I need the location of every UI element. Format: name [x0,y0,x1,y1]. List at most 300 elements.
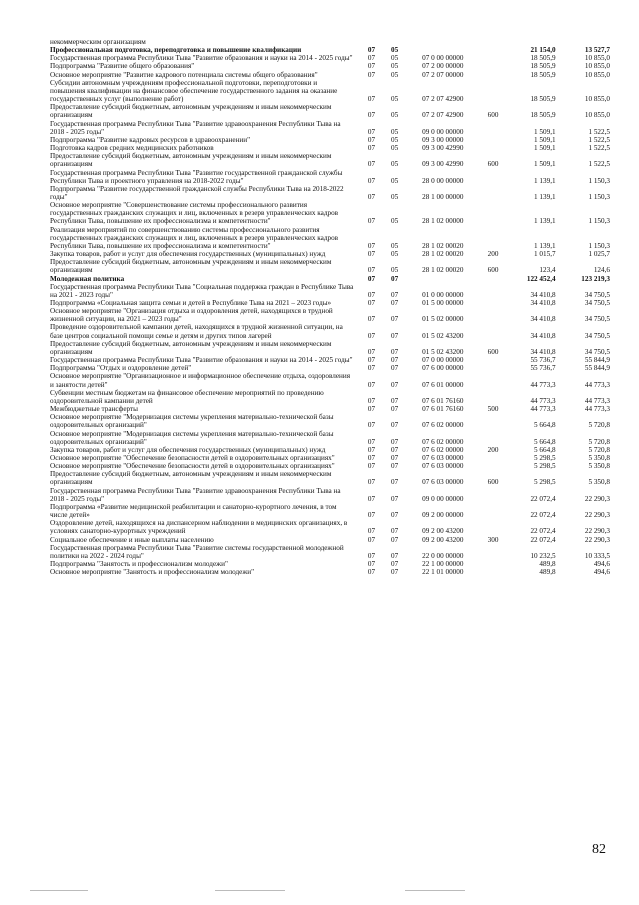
amount-year-2: 44 773,3 [584,405,610,414]
target-article-code: 28 0 00 00000 [422,176,464,185]
amount-year-2: 10 855,0 [584,54,610,63]
target-article-code: 07 2 07 00000 [422,70,464,79]
amount-year-2: 5 720,8 [588,445,610,454]
amount-year-1: 5 298,5 [534,462,556,471]
subsection-code: 07 [391,535,399,544]
target-article-code: 07 6 01 76160 [422,405,464,414]
subsection-code: 07 [391,437,399,446]
expense-type-code [480,487,507,503]
amount-year-1: 22 072,4 [530,535,556,544]
amount-year-1: 22 072,4 [530,494,556,503]
target-article-code: 22 1 01 00000 [422,568,464,577]
table-row [50,323,610,339]
row-name: Межбюджетные трансферты [50,405,138,414]
row-name: Основное мероприятие "Модернизация системы укрепления материально-технической базы оздоровительных организаций" [50,413,334,430]
target-article-code: 01 5 02 43200 [422,347,464,356]
amount-year-2: 1 150,3 [588,241,610,250]
table-row [50,62,610,70]
row-name: Подпрограмма "Отдых и оздоровление детей" [50,364,192,373]
section-code: 07 [367,160,376,169]
subsection-code: 05 [391,46,399,55]
amount-year-1: 18 505,9 [530,111,556,120]
target-article-code: 28 1 02 00020 [422,241,464,250]
subsection-code: 07 [391,364,399,373]
amount-year-2: 10 855,0 [584,111,610,120]
target-article-code: 07 6 02 00000 [422,437,464,446]
subsection-code [383,38,406,46]
section-code: 07 [367,535,376,544]
table-row [50,185,610,201]
subsection-code: 05 [391,266,399,275]
subsection-code: 05 [391,95,399,104]
target-article-code [406,38,480,46]
amount-year-2: 5 720,8 [588,421,610,430]
amount-year-1: 489,8 [539,568,556,577]
expense-type-code [480,503,507,519]
subsection-code: 07 [391,494,399,503]
row-name: Профессиональная подготовка, переподготовка и повышение квалификации [50,46,302,55]
table-row [50,103,610,119]
row-name: Подпрограмма "Развитие кадровых ресурсов в здравоохранении" [50,135,251,144]
amount-year-2: 22 290,3 [584,527,610,536]
footer-rule [30,890,88,891]
expense-type-code [480,201,507,225]
expense-type-code [480,356,507,364]
row-name: Государственная программа Республики Тыва "Развитие системы государственной молодежной политики на 2022 - 2024 годы" [50,543,344,560]
target-article-code: 09 0 00 00000 [422,127,464,136]
section-code: 07 [367,176,376,185]
section-code: 07 [367,453,376,462]
row-name: Предоставление субсидий бюджетным, автономным учреждениям и иным некоммерческим организациям [50,103,332,120]
amount-year-2: 5 350,8 [588,478,610,487]
target-article-code: 09 2 00 43200 [422,527,464,536]
expense-type-code [480,283,507,299]
section-code: 07 [367,437,376,446]
target-article-code: 07 2 07 42900 [422,111,464,120]
subsection-code: 07 [391,299,399,307]
amount-year-2: 22 290,3 [584,535,610,544]
row-name: Проведение оздоровительной кампании детей, находящихся в трудной жизненной ситуации, на базе центров социальной помощи семье и детям и других типов лагерей [50,323,343,340]
target-article-code: 01 5 02 43200 [422,331,464,340]
subsection-code: 07 [391,478,399,487]
section-code: 07 [367,511,376,520]
amount-year-1: 5 664,8 [534,445,556,454]
row-name: Основное мероприятие "Модернизация системы укрепления материально-технической базы оздоровительных организаций" [50,429,334,446]
amount-year-1: 55 736,7 [530,364,556,373]
footer-rule [405,890,465,891]
amount-year-2: 34 750,5 [584,290,610,299]
amount-year-1: 18 505,9 [530,54,556,63]
amount-year-2: 1 150,3 [588,192,610,201]
amount-year-2: 5 350,8 [588,453,610,462]
amount-year-2: 1 025,7 [588,250,610,259]
subsection-code: 05 [391,144,399,153]
expense-type-code [480,120,507,136]
subsection-code: 07 [391,568,399,577]
amount-year-2: 44 773,3 [584,380,610,389]
amount-year-1: 5 298,5 [534,453,556,462]
subsection-code: 05 [391,176,399,185]
table-row [50,46,610,54]
section-code: 07 [367,54,376,63]
table-row [50,71,610,79]
amount-year-1: 489,8 [539,560,556,568]
row-name: Закупка товаров, работ и услуг для обеспечения государственных (муниципальных) нужд [50,445,326,454]
section-code: 07 [367,396,376,405]
amount-year-1: 34 410,8 [530,331,556,340]
amount-year-1: 18 505,9 [530,62,556,71]
subsection-code: 05 [391,62,399,71]
amount-year-2: 34 750,5 [584,347,610,356]
target-article-code: 28 1 02 00020 [422,266,464,275]
section-code: 07 [367,560,376,568]
amount-year-1: 44 773,3 [530,405,556,414]
section-code: 07 [367,111,376,120]
target-article-code: 01 5 02 00000 [422,315,464,324]
amount-year-1: 122 452,4 [526,274,556,283]
table-row [50,144,610,152]
row-name: Субвенции местным бюджетам на финансовое обеспечение мероприятий по проведению оздоровительной кампании детей [50,388,324,405]
row-name: Подпрограмма "Развитие общего образования" [50,62,195,71]
expense-type-code [480,372,507,388]
row-name: Основное мероприятие "Совершенствование системы профессионального развития государственных гражданских служащих и лиц, включенных в резерв управленческих кадров Республики Тыва, повышение их профессионализма и компетентности" [50,201,339,226]
amount-year-2: 10 855,0 [584,95,610,104]
row-name: Основное мероприятие "Обеспечение безопасности детей в оздоровительных организациях" [50,453,335,462]
amount-year-1: 34 410,8 [530,315,556,324]
amount-year-1: 1 139,1 [534,241,556,250]
amount-year-1: 44 773,3 [530,380,556,389]
subsection-code: 07 [391,315,399,324]
table-row [50,136,610,144]
row-name: Государственная программа Республики Тыва "Развитие государственной гражданской службы Республики Тыва и проектного управления на 2018-2022 годы" [50,168,343,185]
expense-type-code [480,462,507,470]
amount-year-1: 5 664,8 [534,421,556,430]
amount-year-2: 34 750,5 [584,331,610,340]
amount-year-2: 494,6 [593,560,610,568]
amount-year-1: 22 072,4 [530,527,556,536]
row-name: Предоставление субсидий бюджетным, автономным учреждениям и иным некоммерческим организациям [50,152,332,169]
table-row [50,275,610,283]
amount-year-1: 5 664,8 [534,437,556,446]
table-row [50,169,610,185]
amount-year-1: 1 139,1 [534,217,556,226]
amount-year-2: 1 522,5 [588,135,610,144]
amount-year-1: 18 505,9 [530,95,556,104]
subsection-code: 07 [391,396,399,405]
expense-type-code [480,79,507,103]
amount-year-1: 1 139,1 [534,192,556,201]
section-code: 07 [367,445,376,454]
section-code: 07 [367,95,376,104]
table-row [50,405,610,413]
budget-table-body [50,38,610,576]
subsection-code: 05 [391,192,399,201]
section-code: 07 [367,331,376,340]
subsection-code: 05 [391,111,399,120]
expense-type-code [480,454,507,462]
table-row [50,413,610,429]
section-code: 07 [367,144,376,153]
target-article-code: 07 0 00 00000 [422,356,464,365]
subsection-code: 07 [391,347,399,356]
row-name: Государственная программа Республики Тыва "Развитие здравоохранения Республики Тыва на 2018 - 2025 годы" [50,486,341,503]
amount-year-1: 34 410,8 [530,299,556,307]
amount-year-2: 22 290,3 [584,511,610,520]
table-row [50,560,610,568]
amount-year-2: 123 219,3 [581,274,610,283]
row-name: Основное мероприятие "Обеспечение безопасности детей в оздоровительных организациях" [50,462,335,471]
subsection-code: 07 [391,560,399,568]
row-name: Государственная программа Республики Тыва "Развитие образования и науки на 2014 - 2025 годы" [50,54,353,63]
table-row [50,307,610,323]
amount-year-1: 44 773,3 [530,396,556,405]
amount-year-1: 1 509,1 [534,127,556,136]
target-article-code: 07 6 03 00000 [422,462,464,471]
target-article-code [406,275,480,283]
subsection-code: 07 [391,511,399,520]
amount-year-2: 1 522,5 [588,127,610,136]
subsection-code: 07 [391,462,399,471]
amount-year-1: 34 410,8 [530,347,556,356]
target-article-code: 07 6 01 76160 [422,396,464,405]
subsection-code: 07 [391,290,399,299]
row-name: Оздоровление детей, находящихся на диспансерном наблюдении в медицинских организациях, в условиях санаторно-курортных учреждений [50,519,348,536]
amount-year-2 [556,38,610,46]
expense-type-code [480,568,507,576]
amount-year-2: 494,6 [593,568,610,577]
target-article-code: 28 1 02 00000 [422,217,464,226]
subsection-code: 07 [391,453,399,462]
subsection-code: 05 [391,70,399,79]
section-code: 07 [367,421,376,430]
row-name: Предоставление субсидий бюджетным, автономным учреждениям и иным некоммерческим организациям [50,258,332,275]
table-row [50,356,610,364]
row-name: Реализация мероприятий по совершенствованию системы профессионального развития государственных гражданских служащих и лиц, включенных в резерв управленческих кадров Республики Тыва, повышение их профессионализма и компетентности" [50,225,339,250]
footer-rule [215,890,285,891]
expense-type-code: 600 [487,478,499,487]
expense-type-code [480,364,507,372]
subsection-code: 05 [391,54,399,63]
row-name: Основное мероприятие "Развитие кадрового потенциала системы общего образования" [50,70,318,79]
target-article-code: 09 3 00 42990 [422,144,464,153]
expense-type-code [480,519,507,535]
table-row [50,226,610,250]
amount-year-1: 21 154,0 [530,46,556,55]
section-code: 07 [367,46,376,55]
amount-year-1: 1 509,1 [534,135,556,144]
subsection-code: 05 [391,127,399,136]
expense-type-code [480,185,507,201]
section-code: 07 [367,192,376,201]
page-number: 82 [592,842,606,857]
expense-type-code [480,299,507,307]
amount-year-1: 1 509,1 [534,144,556,153]
expense-type-code [480,38,507,46]
subsection-code: 07 [391,331,399,340]
section-code: 07 [367,266,376,275]
budget-table-document [50,38,610,576]
amount-year-1: 5 298,5 [534,478,556,487]
table-row [50,120,610,136]
row-name: Предоставление субсидий бюджетным, автономным учреждениям и иным некоммерческим организациям [50,339,332,356]
row-name: Государственная программа Республики Тыва "Развитие образования и науки на 2014 - 2025 годы" [50,356,353,365]
section-code: 07 [367,478,376,487]
expense-type-code [480,560,507,568]
table-row [50,364,610,372]
section-code: 07 [367,347,376,356]
subsection-code: 07 [391,527,399,536]
target-article-code: 01 0 00 00000 [422,290,464,299]
subsection-code: 05 [391,250,399,259]
target-article-code: 09 2 00 00000 [422,511,464,520]
table-row [50,454,610,462]
table-row [50,283,610,299]
amount-year-1: 10 232,5 [530,551,556,560]
expense-type-code: 600 [487,160,499,169]
expense-type-code: 200 [487,250,499,259]
table-row [50,487,610,503]
target-article-code: 07 6 02 00000 [422,421,464,430]
table-row [50,568,610,576]
section-code [360,38,384,46]
section-code: 07 [367,70,376,79]
amount-year-2: 10 855,0 [584,62,610,71]
amount-year-2: 13 527,7 [584,46,610,55]
expense-type-code [480,169,507,185]
section-code: 07 [367,217,376,226]
section-code: 07 [367,568,376,577]
section-code: 07 [367,290,376,299]
table-row [50,340,610,356]
amount-year-1: 18 505,9 [530,70,556,79]
table-row [50,462,610,470]
section-code: 07 [367,364,376,373]
subsection-code: 05 [391,241,399,250]
row-name: Субсидии автономным учреждениям профессиональной подготовки, переподготовки и повышения квалификации на финансовое обеспечение государственного задания на оказание государственных услуг (выполнение работ) [50,78,338,104]
expense-type-code [480,430,507,446]
expense-type-code [480,544,507,560]
budget-table [50,38,610,576]
amount-year-2: 1 150,3 [588,176,610,185]
target-article-code: 07 6 02 00000 [422,445,464,454]
section-code: 07 [367,250,376,259]
amount-year-2: 10 855,0 [584,70,610,79]
expense-type-code [480,71,507,79]
amount-year-2: 1 522,5 [588,144,610,153]
amount-year-1 [506,38,555,46]
amount-year-2: 22 290,3 [584,494,610,503]
table-row [50,54,610,62]
table-row [50,389,610,405]
amount-year-2: 55 844,9 [584,356,610,365]
table-row [50,201,610,225]
amount-year-2: 1 522,5 [588,160,610,169]
table-row [50,536,610,544]
amount-year-2: 55 844,9 [584,364,610,373]
amount-year-1: 1 139,1 [534,176,556,185]
section-code: 07 [367,551,376,560]
target-article-code [406,46,480,54]
section-code: 07 [367,127,376,136]
subsection-code: 05 [391,217,399,226]
expense-type-code [480,46,507,54]
target-article-code: 07 6 03 00000 [422,453,464,462]
target-article-code: 09 3 00 42990 [422,160,464,169]
expense-type-code: 600 [487,111,499,120]
amount-year-2: 10 333,5 [584,551,610,560]
expense-type-code [480,54,507,62]
amount-year-2: 44 773,3 [584,396,610,405]
target-article-code: 07 6 00 00000 [422,364,464,373]
amount-year-1: 22 072,4 [530,511,556,520]
section-code: 07 [367,356,376,365]
table-row [50,79,610,103]
row-name: Государственная программа Республики Тыва "Социальная поддержка граждан в Республике Тыва на 2021 - 2023 годы" [50,282,354,299]
section-code: 07 [367,299,376,307]
target-article-code: 01 5 00 00000 [422,299,464,307]
expense-type-code [480,275,507,283]
target-article-code: 09 0 00 00000 [422,494,464,503]
table-row [50,372,610,388]
target-article-code: 28 1 02 00020 [422,250,464,259]
amount-year-1: 55 736,7 [530,356,556,365]
target-article-code: 22 0 00 00000 [422,551,464,560]
expense-type-code [480,323,507,339]
subsection-code: 07 [391,445,399,454]
subsection-code: 07 [391,380,399,389]
expense-type-code: 600 [487,347,499,356]
subsection-code: 07 [391,356,399,365]
section-code: 07 [367,241,376,250]
row-name: Закупка товаров, работ и услуг для обеспечения государственных (муниципальных) нужд [50,250,326,259]
subsection-code: 07 [391,421,399,430]
row-name: Предоставление субсидий бюджетным, автономным учреждениям и иным некоммерческим организациям [50,470,332,487]
subsection-code: 05 [391,135,399,144]
table-row [50,38,610,46]
row-name: Подпрограмма "Развитие государственной гражданской службы Республики Тыва на 2018-2022 годы" [50,184,344,201]
subsection-code: 07 [391,551,399,560]
section-code: 07 [367,462,376,471]
section-code: 07 [367,274,376,283]
amount-year-2: 124,6 [593,266,610,275]
row-name: Основное мероприятие "Организационное и информационное обеспечение отдыха, оздоровления и занятости детей" [50,372,351,389]
target-article-code: 09 2 00 43200 [422,535,464,544]
amount-year-2: 5 350,8 [588,462,610,471]
table-row [50,446,610,454]
row-name: Государственная программа Республики Тыва "Развитие здравоохранения Республики Тыва на 2018 - 2025 годы" [50,119,341,136]
section-code: 07 [367,315,376,324]
row-name: Подготовка кадров средних медицинских работников [50,144,214,153]
table-row [50,299,610,307]
table-row [50,430,610,446]
row-name: некоммерческим организациям [50,38,146,46]
table-row [50,503,610,519]
expense-type-code: 200 [487,445,499,454]
amount-year-2: 34 750,5 [584,315,610,324]
amount-year-1: 1 509,1 [534,160,556,169]
target-article-code: 07 2 07 42900 [422,95,464,104]
section-code: 07 [367,527,376,536]
expense-type-code [480,226,507,250]
amount-year-1: 1 015,7 [534,250,556,259]
table-row [50,519,610,535]
target-article-code: 22 1 00 00000 [422,560,464,568]
target-article-code: 28 1 00 00000 [422,192,464,201]
amount-year-2: 5 720,8 [588,437,610,446]
subsection-code: 07 [391,405,399,414]
expense-type-code: 600 [487,266,499,275]
target-article-code: 07 2 00 00000 [422,62,464,71]
